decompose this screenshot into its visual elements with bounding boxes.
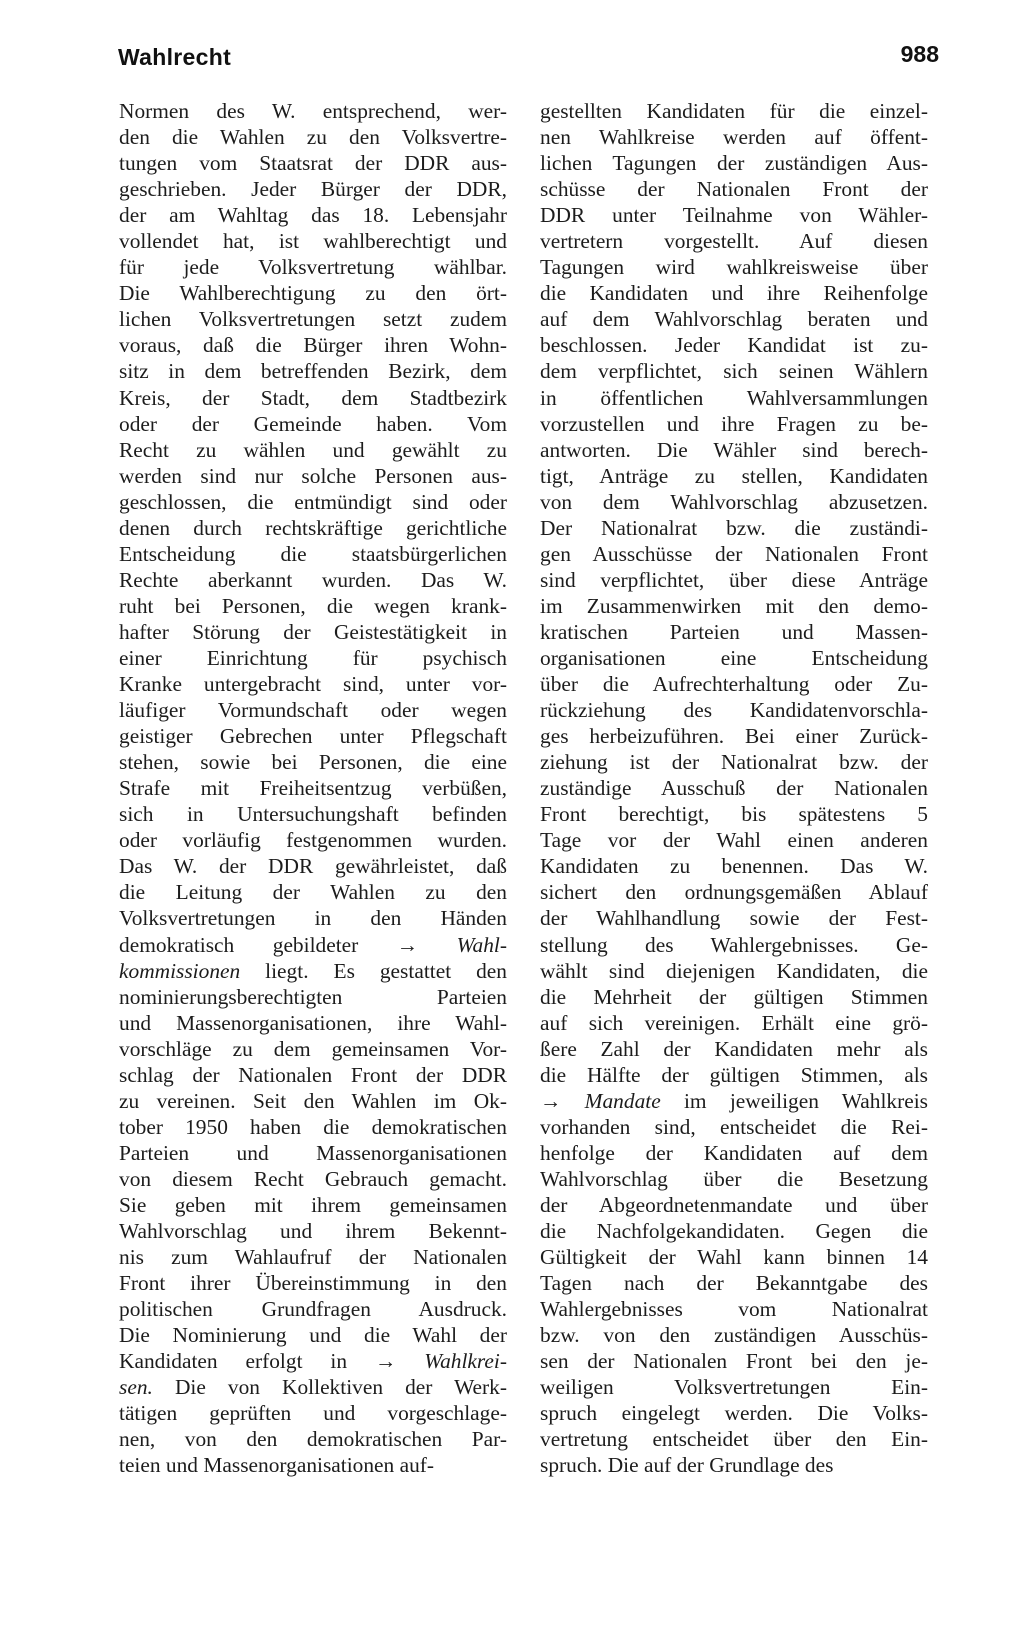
line-text: Der Nationalrat bzw. die zuständi- [540, 515, 928, 540]
text-line [540, 1426, 928, 1452]
text-line [119, 541, 507, 567]
line-text: Tagen nach der Bekanntgabe des [540, 1271, 928, 1296]
text-line [540, 1140, 928, 1166]
text-line [119, 1244, 507, 1270]
text-line [540, 932, 928, 958]
line-text: geschrieben. Jeder Bürger der DDR, [119, 177, 507, 202]
text-line [119, 619, 507, 645]
line-text: oder der Gemeinde haben. Vom [119, 411, 507, 436]
text-line [119, 1140, 507, 1166]
text-line [540, 489, 928, 515]
line-text: Wahlvorschlag und ihrem Bekennt- [119, 1219, 507, 1244]
text-line [540, 515, 928, 541]
line-text: auf dem Wahlvorschlag beraten und [540, 307, 928, 332]
line-text: Rechte aberkannt wurden. Das W. [119, 567, 507, 592]
text-line [119, 827, 507, 853]
text-line [540, 176, 928, 202]
line-text: Gültigkeit der Wahl kann binnen 14 [540, 1245, 928, 1270]
text-line [119, 385, 507, 411]
line-text: henfolge der Kandidaten auf dem [540, 1140, 928, 1165]
line-text: der am Wahltag das 18. Lebensjahr [119, 203, 507, 228]
line-text: sind verpflichtet, über diese Anträge [540, 567, 928, 592]
text-line [119, 1036, 507, 1062]
line-text: voraus, daß die Bürger ihren Wohn- [119, 333, 507, 358]
line-text: Wahlergebnisses vom Nationalrat [540, 1297, 928, 1322]
line-text: demokratisch gebildeter [119, 932, 397, 957]
text-line [119, 1374, 507, 1400]
line-text: politischen Grundfragen Ausdruck. [119, 1297, 507, 1322]
line-text: ruht bei Personen, die wegen krank- [119, 593, 507, 618]
line-text: kratischen Parteien und Massen- [540, 619, 928, 644]
line-text: Parteien und Massenorganisationen [119, 1140, 507, 1165]
text-line [540, 385, 928, 411]
text-line [540, 567, 928, 593]
text-line [119, 280, 507, 306]
text-line [540, 958, 928, 984]
line-text: lichen Volksvertretungen setzt zudem [119, 307, 507, 332]
line-text: auf sich vereinigen. Erhält eine grö- [540, 1010, 928, 1035]
text-line [119, 489, 507, 515]
text-line [540, 463, 928, 489]
line-text: tungen vom Staatsrat der DDR aus- [119, 151, 507, 176]
text-line [540, 1036, 928, 1062]
text-line [119, 332, 507, 358]
text-line [119, 593, 507, 619]
text-line [119, 98, 507, 124]
line-text: Die von Kollektiven der Werk- [152, 1375, 507, 1400]
line-text: stellung des Wahlergebnisses. Ge- [540, 932, 928, 957]
line-text: tätigen geprüften und vorgeschlage- [119, 1401, 507, 1426]
text-line [540, 1062, 928, 1088]
line-text: gen Ausschüsse der Nationalen Front [540, 541, 928, 566]
line-text: Kreis, der Stadt, dem Stadtbezirk [119, 385, 507, 410]
line-text: stehen, sowie bei Personen, die eine [119, 750, 507, 775]
line-text: dem verpflichtet, sich seinen Wählern [540, 359, 928, 384]
line-text: die Mehrheit der gültigen Stimmen [540, 984, 928, 1009]
line-text: über die Aufrechterhaltung oder Zu- [540, 672, 928, 697]
line-text: einer Einrichtung für psychisch [119, 645, 507, 670]
line-text: Die Wahlberechtigung zu den ört- [119, 281, 507, 306]
text-line [119, 176, 507, 202]
text-line [119, 723, 507, 749]
page-number: 988 [900, 41, 939, 67]
line-text: organisationen eine Entscheidung [540, 645, 928, 670]
text-line [119, 202, 507, 228]
text-line [540, 254, 928, 280]
text-column-right [540, 98, 928, 1478]
text-line [540, 437, 928, 463]
line-text: vertretung entscheidet über den Ein- [540, 1427, 928, 1452]
text-line [119, 437, 507, 463]
text-line [540, 124, 928, 150]
line-text: spruch eingelegt werden. Die Volks- [540, 1401, 928, 1426]
line-text: den die Wahlen zu den Volksvertre- [119, 125, 507, 150]
line-text: die Hälfte der gültigen Stimmen, als [540, 1062, 928, 1087]
line-text: im Zusammenwirken mit den demo- [540, 593, 928, 618]
line-text: vorhanden sind, entscheidet die Rei- [540, 1114, 928, 1139]
line-text: nen, von den demokratischen Par- [119, 1427, 507, 1452]
text-line [119, 749, 507, 775]
text-line [119, 1426, 507, 1452]
cross-reference: sen. [119, 1375, 153, 1400]
text-line [540, 1114, 928, 1140]
line-text: die Nachfolgekandidaten. Gegen die [540, 1219, 928, 1244]
line-text: beschlossen. Jeder Kandidat ist zu- [540, 333, 928, 358]
line-text: ziehung ist der Nationalrat bzw. der [540, 750, 928, 775]
line-text: Volksvertretungen in den Händen [119, 906, 507, 931]
line-text: vollendet hat, ist wahlberechtigt und [119, 229, 507, 254]
line-text: geschlossen, die entmündigt sind oder [119, 489, 507, 514]
cross-reference: → Wahl- [396, 932, 507, 957]
text-line [119, 150, 507, 176]
line-text: Strafe mit Freiheitsentzug verbüßen, [119, 776, 507, 801]
text-line [119, 1192, 507, 1218]
text-line [119, 905, 507, 931]
text-line [540, 280, 928, 306]
text-line [119, 1166, 507, 1192]
text-line [119, 411, 507, 437]
line-text: DDR unter Teilnahme von Wähler- [540, 203, 928, 228]
text-line [540, 1192, 928, 1218]
text-line [540, 306, 928, 332]
text-line [540, 671, 928, 697]
line-text: Front ihrer Übereinstimmung in den [119, 1271, 507, 1296]
text-line [540, 827, 928, 853]
text-line [540, 801, 928, 827]
line-text: zu vereinen. Seit den Wahlen im Ok- [119, 1088, 507, 1113]
line-text: nis zum Wahlaufruf der Nationalen [119, 1245, 507, 1270]
text-line [119, 697, 507, 723]
line-text: Die Nominierung und die Wahl der [119, 1323, 507, 1348]
text-line [119, 775, 507, 801]
text-line [119, 306, 507, 332]
cross-reference: → Wahlkrei- [374, 1349, 507, 1374]
text-line [119, 515, 507, 541]
line-text: teien und Massenorganisationen auf- [119, 1453, 435, 1478]
line-text: tigt, Anträge zu stellen, Kandidaten [540, 463, 928, 488]
line-text: Kranke untergebracht sind, unter vor- [119, 672, 507, 697]
line-text: liegt. Es gestattet den [240, 958, 507, 983]
text-line [119, 1114, 507, 1140]
line-text: zuständige Ausschuß der Nationalen [540, 776, 928, 801]
line-text: vorschläge zu dem gemeinsamen Vor- [119, 1036, 507, 1061]
line-text: werden sind nur solche Personen aus- [119, 463, 507, 488]
line-text: Front berechtigt, bis spätestens 5 [540, 802, 928, 827]
text-line [119, 671, 507, 697]
line-text: rückziehung des Kandidatenvorschla- [540, 698, 928, 723]
line-text: vertretern vorgestellt. Auf diesen [540, 229, 928, 254]
line-text: Normen des W. entsprechend, wer- [119, 99, 507, 123]
line-text: Das W. der DDR gewährleistet, daß [119, 854, 507, 879]
line-text: der Wahlhandlung sowie der Fest- [540, 906, 928, 931]
text-line [540, 1452, 928, 1478]
text-line [540, 879, 928, 905]
line-text: Kandidaten zu benennen. Das W. [540, 854, 928, 879]
text-line [119, 1296, 507, 1322]
line-text: die Leitung der Wahlen zu den [119, 880, 507, 905]
line-text: und Massenorganisationen, ihre Wahl- [119, 1010, 507, 1035]
text-line [540, 905, 928, 931]
line-text: schüsse der Nationalen Front der [540, 177, 928, 202]
line-text: wählt sind diejenigen Kandidaten, die [540, 958, 928, 983]
text-line [540, 1218, 928, 1244]
text-line [119, 1400, 507, 1426]
text-line [119, 1010, 507, 1036]
line-text: Recht zu wählen und gewählt zu [119, 437, 507, 462]
line-text: sen der Nationalen Front bei den je- [540, 1349, 928, 1374]
line-text: Wahlvorschlag über die Besetzung [540, 1166, 928, 1191]
line-text: der Abgeordnetenmandate und über [540, 1192, 928, 1217]
text-line [119, 358, 507, 384]
line-text: oder vorläufig festgenommen wurden. [119, 828, 507, 853]
line-text: geistiger Gebrechen unter Pflegschaft [119, 724, 507, 749]
text-line [540, 1010, 928, 1036]
text-line [119, 932, 507, 958]
text-line [119, 984, 507, 1010]
line-text: die Kandidaten und ihre Reihenfolge [540, 281, 928, 306]
text-line [540, 332, 928, 358]
cross-reference: → Mandate [540, 1088, 661, 1113]
line-text: ges herbeizuführen. Bei einer Zurück- [540, 724, 928, 749]
line-text: für jede Volksvertretung wählbar. [119, 255, 507, 280]
text-line [540, 593, 928, 619]
text-line [540, 98, 928, 124]
text-line [540, 411, 928, 437]
line-text: gestellten Kandidaten für die einzel- [540, 99, 928, 123]
text-line [119, 645, 507, 671]
text-line [119, 1270, 507, 1296]
line-text: im jeweiligen Wahlkreis [660, 1088, 928, 1113]
line-text: Entscheidung die staatsbürgerlichen [119, 541, 507, 566]
line-text: nen Wahlkreise werden auf öffent- [540, 125, 928, 150]
text-line [119, 1452, 507, 1478]
line-text: sich in Untersuchungshaft befinden [119, 802, 507, 827]
text-line [119, 1062, 507, 1088]
line-text: denen durch rechtskräftige gerichtliche [119, 515, 507, 540]
text-line [119, 1322, 507, 1348]
line-text: Kandidaten erfolgt in [119, 1349, 375, 1374]
line-text: von diesem Recht Gebrauch gemacht. [119, 1166, 507, 1191]
running-head-title: Wahlrecht [118, 44, 232, 70]
text-line [540, 1296, 928, 1322]
text-line [119, 463, 507, 489]
text-line [119, 958, 507, 984]
text-line [119, 853, 507, 879]
text-line [119, 567, 507, 593]
text-line [540, 358, 928, 384]
line-text: bzw. von den zuständigen Ausschüs- [540, 1323, 928, 1348]
text-line [540, 202, 928, 228]
text-line [540, 984, 928, 1010]
text-line [540, 723, 928, 749]
text-line [119, 801, 507, 827]
text-line [540, 1374, 928, 1400]
text-line [540, 697, 928, 723]
text-line [540, 1400, 928, 1426]
line-text: in öffentlichen Wahlversammlungen [540, 385, 928, 410]
text-line [540, 1322, 928, 1348]
text-line [119, 1348, 507, 1374]
line-text: weiligen Volksvertretungen Ein- [540, 1375, 928, 1400]
text-line [540, 1244, 928, 1270]
line-text: läufiger Vormundschaft oder wegen [119, 698, 507, 723]
line-text: hafter Störung der Geistestätigkeit in [119, 619, 507, 644]
line-text: schlag der Nationalen Front der DDR [119, 1062, 507, 1087]
cross-reference: kommissionen [119, 958, 241, 983]
text-line [540, 645, 928, 671]
line-text: nominierungsberechtigten Parteien [119, 984, 507, 1009]
line-text: sichert den ordnungsgemäßen Ablauf [540, 880, 928, 905]
text-line [540, 1166, 928, 1192]
line-text: antworten. Die Wähler sind berech- [540, 437, 928, 462]
text-line [119, 879, 507, 905]
text-line [119, 228, 507, 254]
text-line [540, 619, 928, 645]
text-line [540, 853, 928, 879]
text-line [540, 1348, 928, 1374]
line-text: Sie geben mit ihrem gemeinsamen [119, 1192, 507, 1217]
text-line [540, 150, 928, 176]
text-line [540, 775, 928, 801]
text-column-left [119, 98, 507, 1478]
line-text: ßere Zahl der Kandidaten mehr als [540, 1036, 928, 1061]
text-line [540, 1088, 928, 1114]
line-text: sitz in dem betreffenden Bezirk, dem [119, 359, 507, 384]
line-text: tober 1950 haben die demokratischen [119, 1114, 507, 1139]
line-text: lichen Tagungen der zuständigen Aus- [540, 151, 928, 176]
text-line [540, 749, 928, 775]
line-text: spruch. Die auf der Grundlage des [540, 1453, 834, 1478]
text-line [119, 254, 507, 280]
line-text: von dem Wahlvorschlag abzusetzen. [540, 489, 928, 514]
text-line [540, 541, 928, 567]
text-line [119, 1218, 507, 1244]
text-line [540, 228, 928, 254]
line-text: Tagungen wird wahlkreisweise über [540, 255, 928, 280]
text-line [540, 1270, 928, 1296]
text-line [119, 124, 507, 150]
text-line [119, 1088, 507, 1114]
line-text: Tage vor der Wahl einen anderen [540, 828, 928, 853]
line-text: vorzustellen und ihre Fragen zu be- [540, 411, 928, 436]
